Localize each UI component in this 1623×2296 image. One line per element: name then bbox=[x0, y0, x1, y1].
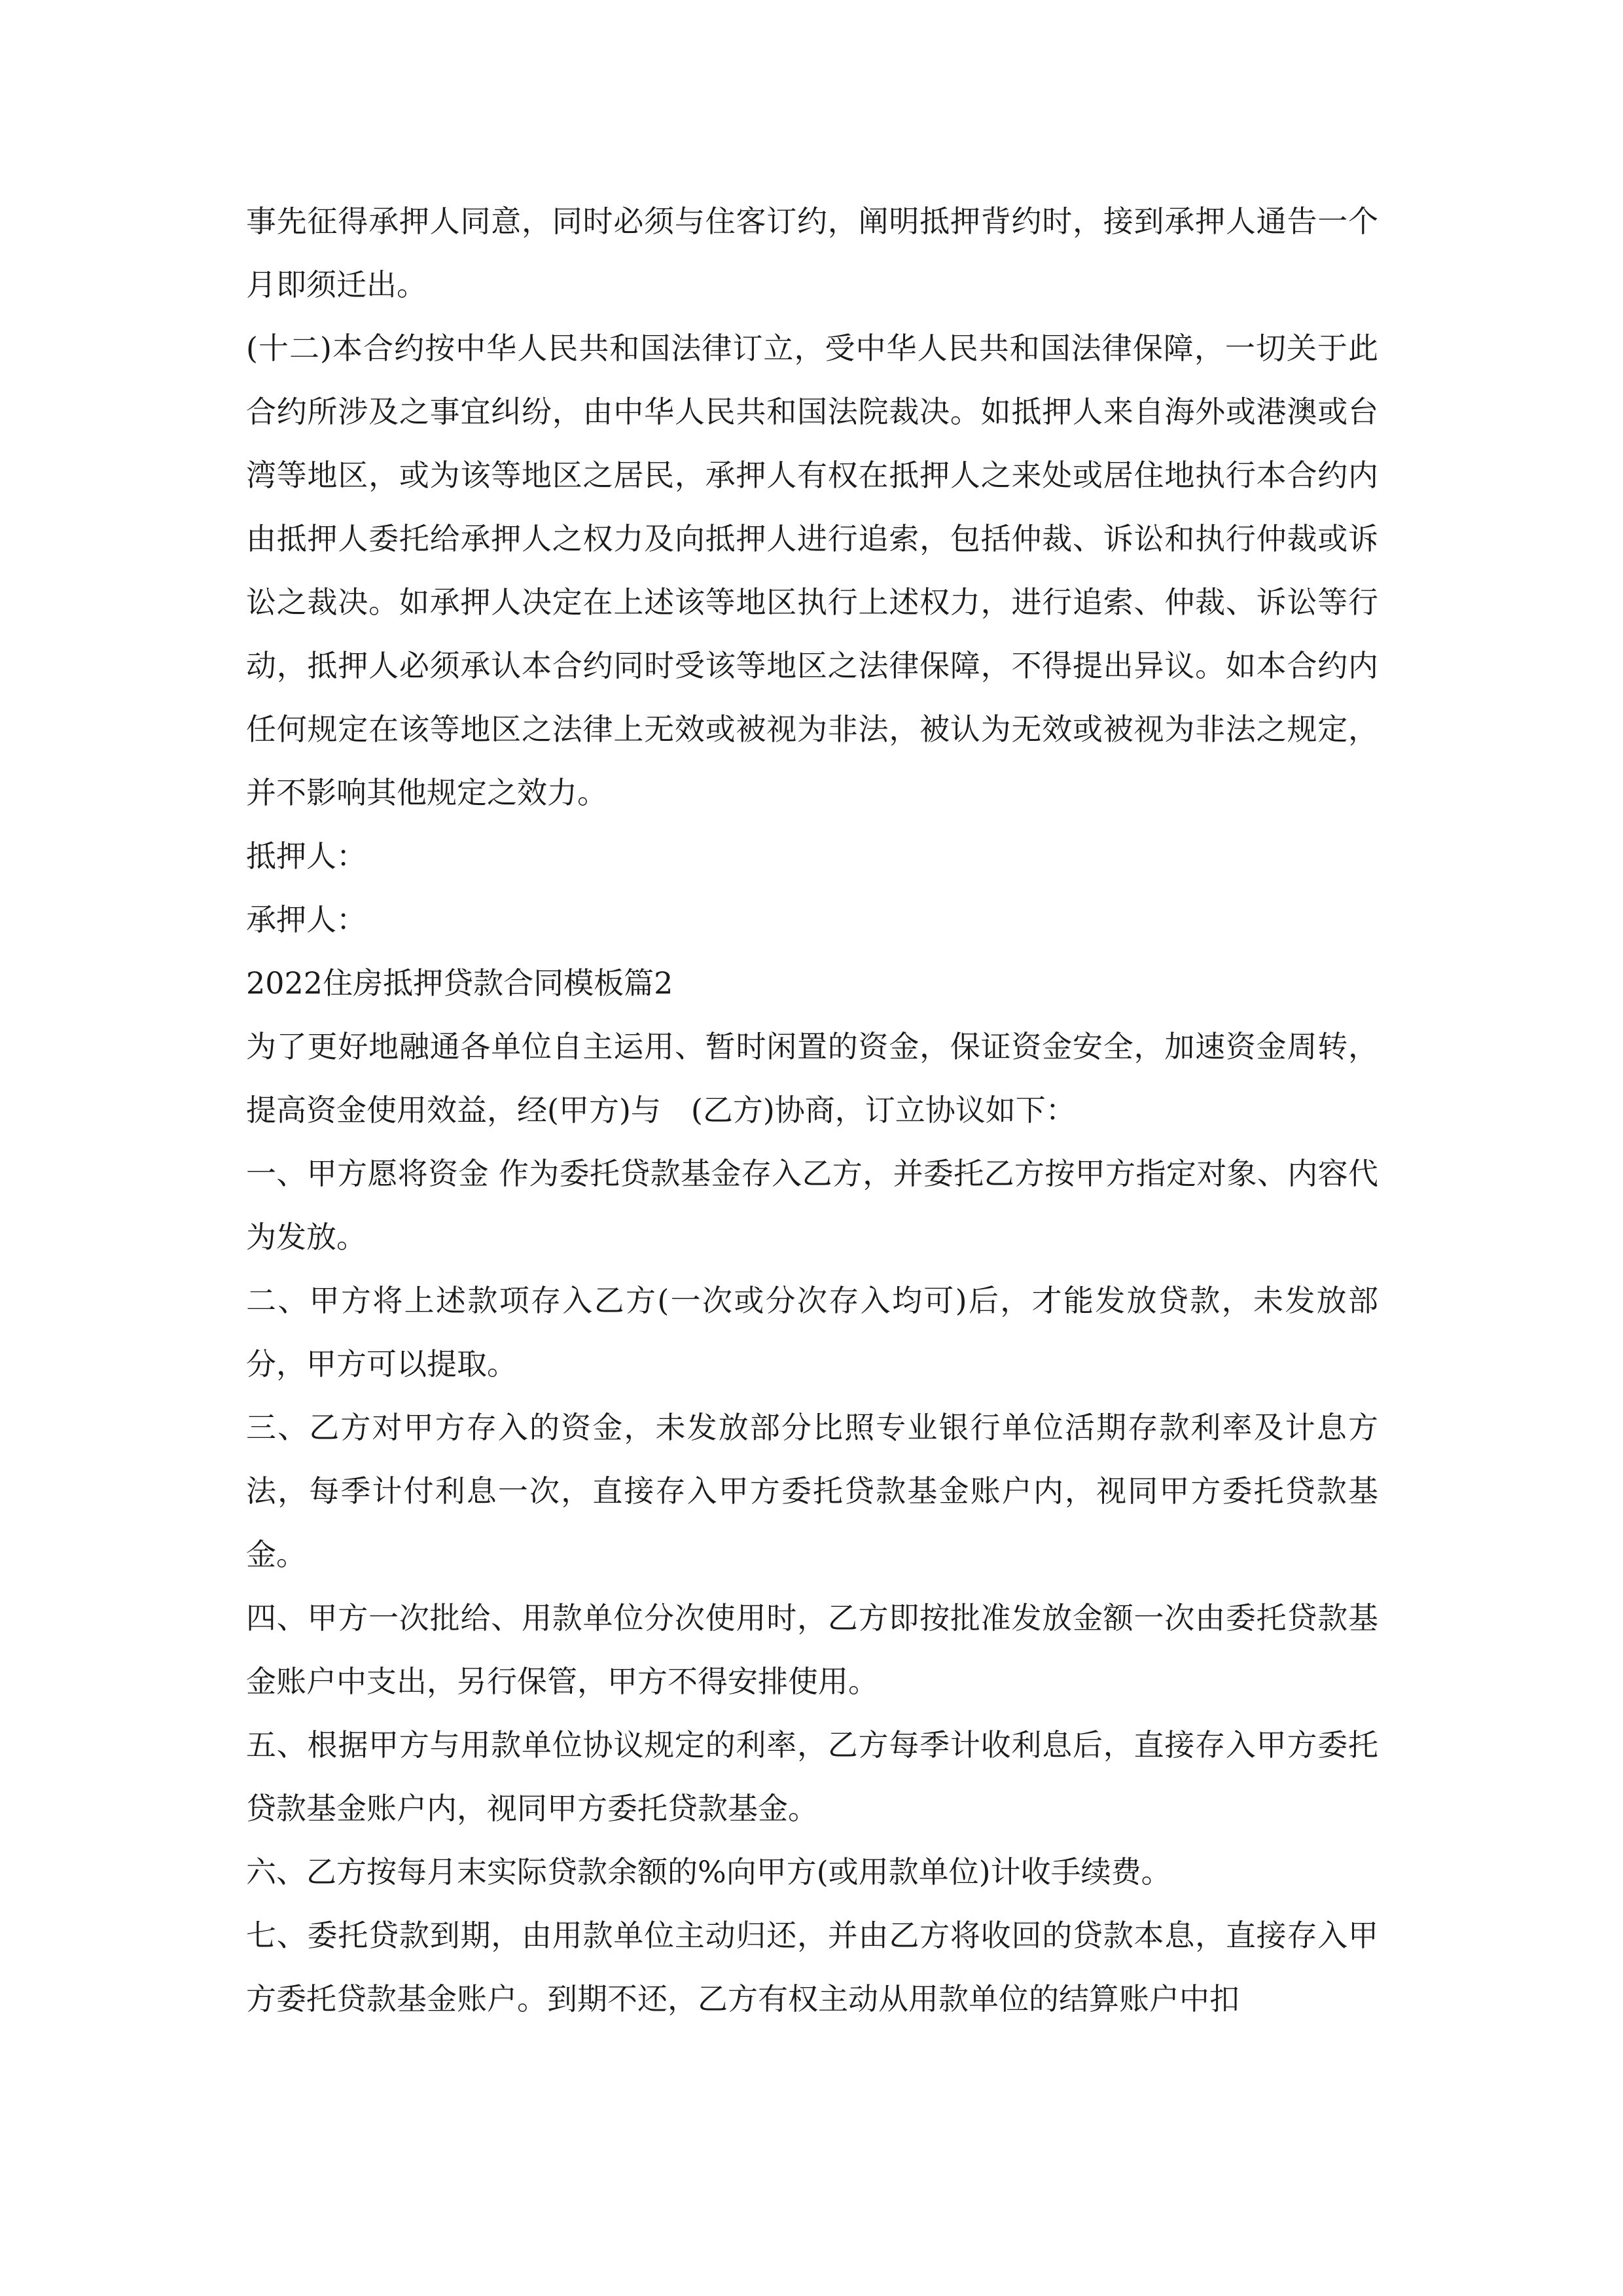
paragraph-clause-twelve: (十二)本合约按中华人民共和国法律订立，受中华人民共和国法律保障，一切关于此合约所涉及之事宜纠纷，由中华人民共和国法院裁决。如抵押人来自海外或港澳或台湾等地区，或为该等地区之居民，承押人有权在抵押人之来处或居住地执行本合约内由抵押人委托给承押人之权力及向抵押人进行追索，包括仲裁、诉讼和执行仲裁或诉讼之裁决。如承押人决定在上述该等地区执行上述权力，进行追索、仲裁、诉讼等行动，抵押人必须承认本合约同时受该等地区之法律保障，不得提出异议。如本合约内任何规定在该等地区之法律上无效或被视为非法，被认为无效或被视为非法之规定，并不影响其他规定之效力。 bbox=[246, 331, 1378, 810]
section-heading: 2022住房抵押贷款合同模板篇2 bbox=[246, 965, 673, 1001]
paragraph-preamble: 为了更好地融通各单位自主运用、暂时闲置的资金，保证资金安全，加速资金周转，提高资金使用效益，经(甲方)与 (乙方)协商，订立协议如下： bbox=[246, 1029, 1378, 1128]
paragraph-article-5: 五、根据甲方与用款单位协议规定的利率，乙方每季计收利息后，直接存入甲方委托贷款基金账户内，视同甲方委托贷款基金。 bbox=[246, 1727, 1378, 1826]
paragraph-article-3: 三、乙方对甲方存入的资金，未发放部分比照专业银行单位活期存款利率及计息方法，每季计付利息一次，直接存入甲方委托贷款基金账户内，视同甲方委托贷款基金。 bbox=[246, 1410, 1378, 1572]
signature-mortgagee: 承押人： bbox=[246, 902, 366, 937]
paragraph-tenant-clause: 事先征得承押人同意，同时必须与住客订约，阐明抵押背约时，接到承押人通告一个月即须迁出。 bbox=[246, 204, 1378, 302]
paragraph-article-2: 二、甲方将上述款项存入乙方(一次或分次存入均可)后，才能发放贷款，未发放部分，甲方可以提取。 bbox=[246, 1283, 1378, 1382]
signature-mortgagor: 抵押人： bbox=[246, 838, 366, 874]
paragraph-article-7: 七、委托贷款到期，由用款单位主动归还，并由乙方将收回的贷款本息，直接存入甲方委托贷款基金账户。到期不还，乙方有权主动从用款单位的结算账户中扣 bbox=[246, 1918, 1378, 2017]
paragraph-article-4: 四、甲方一次批给、用款单位分次使用时，乙方即按批准发放金额一次由委托贷款基金账户中支出，另行保管，甲方不得安排使用。 bbox=[246, 1600, 1378, 1699]
paragraph-article-1: 一、甲方愿将资金 作为委托贷款基金存入乙方，并委托乙方按甲方指定对象、内容代为发放。 bbox=[246, 1156, 1378, 1255]
paragraph-article-6: 六、乙方按每月末实际贷款余额的%向甲方(或用款单位)计收手续费。 bbox=[246, 1854, 1171, 1890]
document-body bbox=[246, 190, 1378, 2031]
